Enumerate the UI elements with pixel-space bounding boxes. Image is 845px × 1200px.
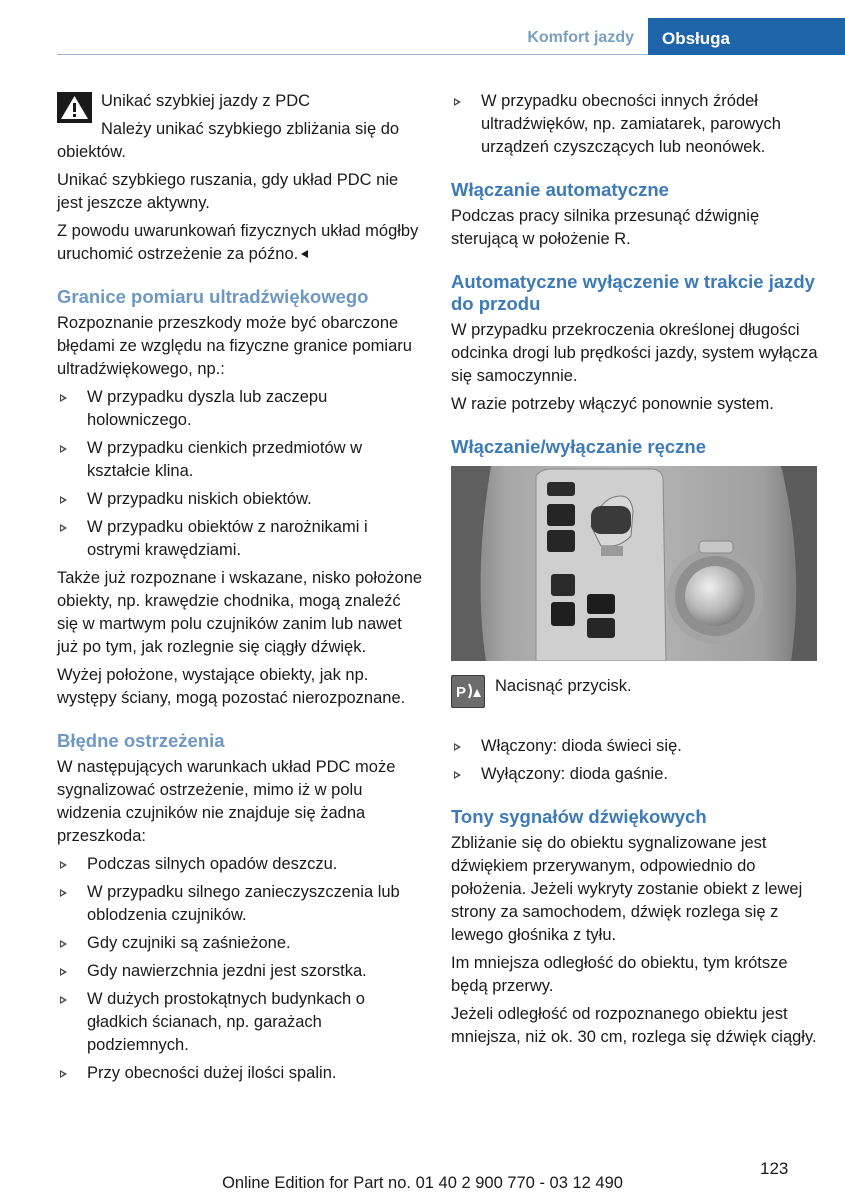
heading-granice: Granice pomiaru ultradźwiękowego [57, 286, 369, 307]
heading-bledne: Błędne ostrzeżenia [57, 730, 225, 751]
bullet-triangle-icon [60, 445, 67, 453]
heading-auto-wylaczenie: Automatyczne wyłączenie w trakcie jazdy do przodu [451, 271, 815, 314]
pdc-button-icon[interactable] [451, 675, 485, 708]
bullet-triangle-icon [60, 524, 67, 532]
auto-wyl-para-2: W razie potrzeby włączyć ponownie system. [451, 395, 774, 413]
bullet-triangle-icon [60, 496, 67, 504]
tony-para-2: Im mniejsza odległość do obiektu, tym krótsze będą przerwy. [451, 954, 788, 995]
granice-list [57, 386, 423, 562]
svg-text:P: P [456, 684, 467, 701]
continued-list [451, 90, 819, 159]
warning-title: Unikać szybkiej jazdy z PDC [101, 92, 311, 110]
list-item: Gdy nawierzchnia jezdni jest szorstka. [57, 960, 423, 983]
bledne-list [57, 853, 423, 1085]
list-item: Podczas silnych opadów deszczu. [57, 853, 423, 876]
bullet-triangle-icon [60, 861, 67, 869]
list-item: W dużych prostokątnych budynkach o gładkich ścianach, np. garażach podziemnych. [57, 988, 423, 1057]
bullet-triangle-icon [60, 996, 67, 1004]
granice-para-1: Także już rozpoznane i wskazane, nisko położone obiekty, np. krawędzie chodnika, mogą znaleźć się w martwym polu czujników zanim lub nawet już po tym, jak rozlegnie się ciągły dźwięk. [57, 569, 423, 656]
list-item: W przypadku niskich obiektów. [57, 488, 423, 511]
bullet-triangle-icon [60, 1070, 67, 1078]
center-console-photo [451, 466, 817, 661]
page-number: 123 [760, 1159, 789, 1178]
list-item: Wyłączony: dioda gaśnie. [451, 763, 819, 786]
pdc-press-row [451, 675, 819, 725]
list-item: W przypadku silnego zanieczyszczenia lub oblodzenia czujników. [57, 881, 423, 927]
bullet-triangle-icon [60, 889, 67, 897]
list-item: Włączony: dioda świeci się. [451, 735, 819, 758]
list-item: W przypadku dyszla lub zaczepu holowniczego. [57, 386, 423, 432]
heading-wlaczanie-auto: Włączanie automatyczne [451, 179, 669, 200]
bullet-triangle-icon [60, 968, 67, 976]
wlaczanie-auto-text: Podczas pracy silnika przesunąć dźwignię sterującą w położenie R. [451, 207, 760, 248]
tony-para-3: Jeżeli odległość od rozpoznanego obiektu jest mniejsza, niż ok. 30 cm, rozlega się dźwięk ciągły. [451, 1005, 817, 1046]
list-item: Przy obecności dużej ilości spalin. [57, 1062, 423, 1085]
granice-intro: Rozpoznanie przeszkody może być obarczone błędami ze względu na fizyczne granice pomiaru ultradźwiękowego, np.: [57, 314, 412, 378]
list-item: W przypadku obecności innych źródeł ultradźwięków, np. zamiatarek, parowych urządzeń czyszczących lub neonówek. [451, 90, 819, 159]
bledne-intro: W następujących warunkach układ PDC może sygnalizować ostrzeżenie, mimo iż w polu widzenia czujników nie znajduje się żadna przeszkoda: [57, 758, 396, 845]
list-item: Gdy czujniki są zaśnieżone. [57, 932, 423, 955]
granice-para-2: Wyżej położone, wystające obiekty, jak np. występy ściany, mogą pozostać nierozpoznane. [57, 666, 406, 707]
bullet-triangle-icon [60, 394, 67, 402]
press-button-text: Nacisnąć przycisk. [495, 677, 632, 695]
auto-wyl-para-1: W przypadku przekroczenia określonej długości odcinka drogi lub prędkości jazdy, system wyłącza się samoczynnie. [451, 321, 818, 385]
warning-para-2: Unikać szybkiego ruszania, gdy układ PDC nie jest jeszcze aktywny. [57, 171, 399, 212]
heading-tony: Tony sygnałów dźwiękowych [451, 806, 707, 827]
warning-block [57, 90, 423, 266]
chapter-tab [648, 18, 845, 55]
warning-para-3: Z powodu uwarunkowań fizycznych układ mógłby uruchomić ostrzeżenie za późno. [57, 222, 419, 263]
bullet-triangle-icon [454, 98, 461, 106]
heading-reczne: Włączanie/wyłączanie ręczne [451, 436, 707, 457]
bullet-triangle-icon [454, 771, 461, 779]
bullet-triangle-icon [60, 940, 67, 948]
warning-icon [57, 92, 92, 123]
page-header [0, 0, 845, 56]
reczne-list [451, 735, 819, 786]
section-label: Komfort jazdy [527, 29, 634, 46]
chapter-tab-label: Obsługa [662, 29, 731, 48]
end-mark-icon [301, 250, 308, 258]
left-column [57, 90, 423, 1090]
right-column [451, 90, 819, 1054]
tony-para-1: Zbliżanie się do obiektu sygnalizowane jest dźwiękiem przerywanym, odpowiednio do położenia. Jeżeli wykryty zostanie obiekt z lewej strony za samochodem, dźwięk rozlega się z lewego głośnika z tyłu. [451, 834, 803, 944]
list-item: W przypadku cienkich przedmiotów w kształcie klina. [57, 437, 423, 483]
edition-footer: Online Edition for Part no. 01 40 2 900 770 - 03 12 490 [222, 1174, 623, 1192]
bullet-triangle-icon [454, 743, 461, 751]
list-item: W przypadku obiektów z narożnikami i ostrymi krawędziami. [57, 516, 423, 562]
warning-para-1: Należy unikać szybkiego zbliżania się do obiektów. [57, 120, 400, 161]
